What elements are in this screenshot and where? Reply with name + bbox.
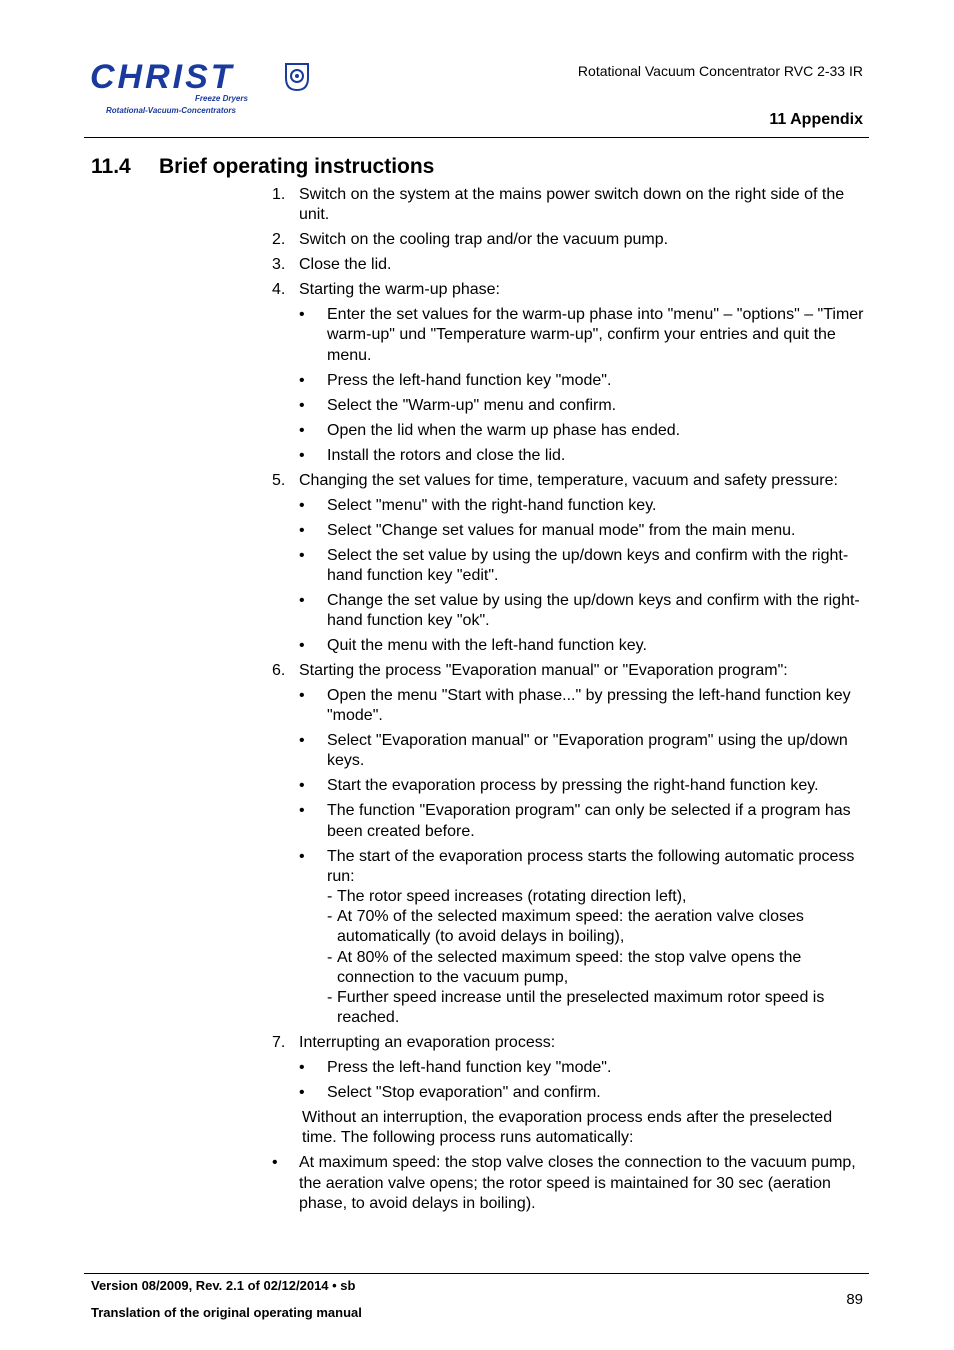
list-item: • Select the "Warm-up" menu and confirm. [299,396,617,414]
translation-note: Translation of the original operating manual [91,1305,362,1320]
christ-logo [90,60,320,120]
section-title: Brief operating instructions [159,155,435,178]
step-number: 3. [272,256,286,274]
header-divider [84,137,869,138]
section-number: 11.4 [91,155,131,178]
list-item: • Select the set value by using the up/down keys and confirm with the right-hand function key "edit". [299,546,849,584]
step-6 [272,661,864,681]
list-item: • Select "Evaporation manual" or "Evaporation program" using the up/down keys. [299,732,848,770]
logo-swirl-icon [286,64,308,90]
version-info: Version 08/2009, Rev. 2.1 of 02/12/2014 • sb [91,1278,356,1293]
step-number: 1. [272,186,286,203]
interruption-note: Without an interruption, the evaporation process ends after the preselected time. The following process runs automatically: [302,1109,833,1147]
step-3 [272,255,864,275]
document-title: Rotational Vacuum Concentrator RVC 2-33 IR [577,63,863,79]
list-item: • Enter the set values for the warm-up phase into "menu" – "options" – "Timer warm-up" und "Temperature warm-up", confirm your entries and quit the menu. [299,306,864,364]
step-text: Switch on the system at the mains power switch down on the right side of the unit. [299,186,845,224]
list-item: • Open the lid when the warm up phase has ended. [299,421,681,439]
page-number: 89 [846,1291,863,1308]
step-1 [272,185,864,225]
list-item: • The start of the evaporation process starts the following automatic process run: - The rotor speed increases (rotating direction left), - At 70% of the selected maximum speed: the aeration valve closes automatically (to avoid delays in boiling), - At 80% of the selected maximum speed: the stop valve opens the connection to the vacuum pump, - Further speed increase until the preselected maximum rotor speed is reached. [272,847,864,1029]
step-text: Starting the process "Evaporation manual" or "Evaporation program": [299,662,788,680]
step-number: 4. [272,281,286,299]
list-item: • Change the set value by using the up/down keys and confirm with the right-hand function key "ok". [299,591,860,630]
section-label: 11 Appendix [769,111,863,128]
step-text: Starting the warm-up phase: [299,281,500,299]
step-5 [272,471,864,491]
list-item: • Install the rotors and close the lid. [299,446,566,464]
process-run-list [327,887,864,1028]
step-text: Switch on the cooling trap and/or the vacuum pump. [299,231,669,249]
list-item: • At maximum speed: the stop valve closes the connection to the vacuum pump, the aeration valve opens; the rotor speed is maintained for 30 sec (aeration phase, to avoid delays in boiling). [272,1154,856,1212]
christ-logo-wordmark [90,60,320,94]
footer-divider [84,1273,869,1274]
list-item: • Quit the menu with the left-hand function key. [299,637,647,655]
instructions-content [272,185,864,1214]
logo-subtitle-rvc: Rotational-Vacuum-Concentrators [106,106,236,115]
step-4 [272,280,864,300]
list-item: • Open the menu "Start with phase..." by pressing the left-hand function key "mode". [299,687,851,725]
list-item: • Start the evaporation process by pressing the right-hand function key. [299,777,819,795]
step-number: 7. [272,1034,286,1052]
list-item: • The function "Evaporation program" can only be selected if a program has been created before. [299,802,851,840]
logo-subtitle-freeze-dryers: Freeze Dryers [195,94,248,103]
step-number: 5. [272,471,286,489]
step-number: 6. [272,662,286,680]
step-7 [272,1033,864,1053]
list-item: • Select "Change set values for manual mode" from the main menu. [299,521,796,539]
step-number: 2. [272,231,286,249]
process-run-item: - At 80% of the selected maximum speed: the stop valve opens the connection to the vacuum pump, [327,948,802,986]
step-text: Close the lid. [299,256,392,274]
list-item: • Press the left-hand function key "mode". [299,371,612,389]
process-run-item: - At 70% of the selected maximum speed: the aeration valve closes automatically (to avoid delays in boiling), [327,908,804,946]
step-text: Interrupting an evaporation process: [299,1034,556,1052]
list-item: • Press the left-hand function key "mode". [299,1059,612,1077]
step-2 [272,230,864,250]
list-item: • Select "menu" with the right-hand function key. [299,496,657,514]
logo-wordmark-text: CHRIST [90,60,235,94]
step-text: Changing the set values for time, temperature, vacuum and safety pressure: [299,471,838,489]
process-run-item: - Further speed increase until the preselected maximum rotor speed is reached. [327,989,825,1027]
list-item: • Select "Stop evaporation" and confirm. [299,1084,601,1102]
page-title [91,155,434,179]
process-run-item: - The rotor speed increases (rotating direction left), [327,888,687,906]
